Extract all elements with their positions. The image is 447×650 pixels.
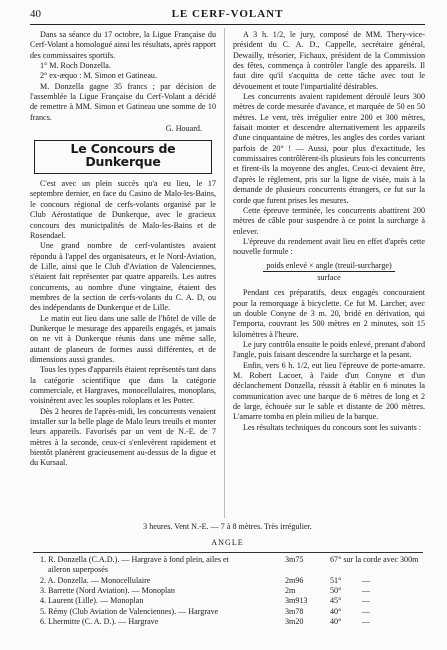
right-column — [233, 30, 425, 433]
paragraph: Pendant ces préparatifs, deux engagés concouraient pour la remorquage à bicyclette. Ce fut M. Larcher, avec un double Conyne de 3 m. 20, bridé en dérivation, qui l'emporta, couvrant les 500 mètres en 2 minutes, soit 15 kilomètres à l'heure. — [233, 288, 425, 339]
height-value: 3m75 — [285, 554, 304, 564]
table-row — [30, 555, 425, 565]
paragraph: L'épreuve du rendement avait lieu en effet d'après cette nouvelle formule : — [233, 236, 425, 257]
competitor: 5. Rémy (Club Aviation de Valenciennes). — Hargrave — [40, 606, 219, 616]
ditto-mark: — — [362, 617, 371, 627]
competitor: 6. Lhermitte (C. A. D.). — Hargrave — [40, 617, 159, 627]
results-rule — [33, 552, 423, 553]
table-row — [30, 576, 425, 586]
column-divider — [224, 28, 225, 518]
height-value: 3m78 — [285, 606, 304, 616]
paragraph: 1° M. Roch Donzella. — [40, 61, 111, 71]
table-row — [30, 586, 425, 596]
paragraph: Cette épreuve terminée, les concurrents abattirent 200 mètres de câble pour suspendre à ce point la surcharge à enlever. — [233, 205, 425, 236]
ditto-mark: — — [362, 596, 371, 606]
magazine-title: LE CERF-VOLANT — [171, 8, 284, 20]
results-section — [30, 522, 425, 628]
height-value: 2m — [285, 585, 296, 595]
table-row — [30, 607, 425, 617]
page-number: 40 — [30, 8, 41, 20]
angle-value: 45° — [330, 596, 342, 606]
signature: G. Houard. — [165, 124, 202, 134]
formula-denominator: surface — [317, 272, 341, 282]
paragraph: 2° ex-æquo : M. Simon et Gatineau. — [40, 71, 157, 81]
article-title: Le Concours de Dunkerque — [70, 141, 176, 169]
table-row — [30, 596, 425, 606]
results-table — [30, 555, 425, 628]
paragraph: Les concurrents avaient rapidement déroulé leurs 300 mètres de corde mesurée d'avance, et marquée de 50 en 50 mètres. Le vent, très irrégulier entre 200 et 300 mètres, faisait monter et descendre alternativement les appareils d'une cinquantaine de mètres, les angles des cordes variant parfois de 20° ! — Aussi, pour plus d'exactitude, les commissaires contrôlèrent-ils plusieurs fois les concurrents et firent-ils la moyenne des angles. Ceux-ci devaient être, d'après le règlement, pris sur la ligne de visée, mais à la demande de plusieurs concurrents étrangers, ce fut sur la corde que furent prises les mesures. — [233, 92, 425, 205]
paragraph: M. Donzella gagne 35 francs ; par décision de l'assemblée la Ligue Française du Cerf-Volant a décidé de remettre à MM. Simon et Gatineau une somme de 10 francs. — [30, 81, 216, 122]
angle-value: 67° sur la corde avec 300m — [330, 554, 419, 564]
paragraph: C'est avec un plein succès qu'a eu lieu, le 17 septembre dernier, en face du Casino de Malo-les-Bains, le concours régional de cerfs-volants organisé par le Club Aérostatique de Dunkerque, avec le gracieux concours des municipalités de Malo-les-Bains et de Rosendael. — [30, 179, 216, 240]
competitor: 3. Barrette (Nord Aviation). — Monoplan — [40, 585, 175, 595]
angle-value: 51° — [330, 575, 342, 585]
page-header — [30, 8, 425, 22]
ditto-mark: — — [362, 575, 371, 585]
table-row — [30, 617, 425, 627]
paragraph: Les résultats techniques du concours sont les suivants : — [243, 422, 422, 432]
angle-value: 50° — [330, 585, 342, 595]
paragraph: Tous les types d'appareils étaient représentés tant dans la catégorie scientifique que dans la catégorie commerciale, et Hargraves, monocellulaires, monoplans, voisinèrent avec les souples roloplans et les Potter. — [30, 365, 216, 406]
article-title-box — [34, 140, 212, 174]
paragraph: Dans sa séance du 17 octobre, la Ligue Française du Cerf-Volant a homologué ainsi les résultats, après rapport des commissaires sportifs. — [30, 30, 216, 60]
ditto-mark: — — [362, 606, 371, 616]
paragraph: Dès 2 heures de l'après-midi, les concurrents venaient installer sur la belle plage de Malo leurs treuils et monter leurs appareils. Favorisés par un vent de N.-E. de 7 mètres à la seconde, ceux-ci s'enlevèrent rapidement et bientôt planèrent gracieusement au-dessus de la digue et du Kursaal. — [30, 406, 216, 468]
results-heading: ANGLE — [211, 538, 244, 548]
height-value: 2m96 — [285, 575, 304, 585]
header-rule — [30, 24, 425, 25]
yield-formula — [233, 261, 425, 284]
paragraph: Enfin, vers 6 h. 1/2, eut lieu l'épreuve de porte-amarre. M. Robert Lacoer, à l'aide d'un Conyne et d'un déclanchement Donzella, réussit à établir en 6 minutes la communication avec une barque de 6 mètres de long et 2 de large, échouée sur le sable et distante de 200 mètres. L'amarre tomba en plein milieu de la barque. — [233, 360, 425, 422]
ditto-mark: — — [362, 585, 371, 595]
angle-value: 40° — [330, 617, 342, 627]
height-value: 3m20 — [285, 617, 304, 627]
paragraph: Une grand nombre de cerf-volantistes avaient répondu à l'appel des organisateurs, et le Nord-Aviation, de Lille, ainsi que le Club d'Aviation de Valenciennes, s'étaient fait représenter par quatre appareils. Les autres concurrents, au nombre d'une vingtaine, étaient des membres de la section de cerfs-volants du C. A. D, ou des indépendants de Dunkerque et de Lille. — [30, 241, 216, 313]
formula-numerator: poids enlevé × angle (treuil-surcharge) — [263, 261, 394, 272]
paragraph: Le jury contrôla ensuite le poids enlevé, prenant d'abord l'angle, puis faisant descendre la surcharge et la pesant. — [233, 339, 425, 360]
paragraph: Le matin eut lieu dans une salle de l'hôtel de ville de Dunkerque le mesurage des appareils engagés, et jamais on ne vit à Dunkerque réunis dans une même salle, autant de planeurs de formes aussi différentes, et de dimensions aussi grandes. — [30, 313, 216, 364]
table-row — [30, 565, 425, 575]
competitor: 1. R. Donzella (C.A.D.). — Hargrave à fond plein, ailes et — [40, 554, 229, 564]
height-value: 3m913 — [285, 596, 308, 606]
competitor: 2. A. Donzella. — Monocellulaire — [40, 575, 151, 585]
left-column — [30, 30, 216, 469]
competitor: aileron superposés — [48, 565, 109, 575]
competitor: 4. Laurent (Lille). — Monoplan — [40, 596, 144, 606]
angle-value: 40° — [330, 606, 342, 616]
paragraph: A 3 h. 1/2, le jury, composé de MM. Thery-vice-président du C. A. D., Cappelle, secrétaire général, Dewailly, trésorier, Fichaux, président de la Commission des fêtes, commença à contrôler l'angle des appareils. Il faut dire qu'il s'acquitta de cette tâche avec tout le dévouement et toute l'impartialité désirables. — [233, 30, 425, 91]
wind-conditions: 3 heures. Vent N.-E. — 7 à 8 mètres. Très irrégulier. — [143, 522, 312, 531]
